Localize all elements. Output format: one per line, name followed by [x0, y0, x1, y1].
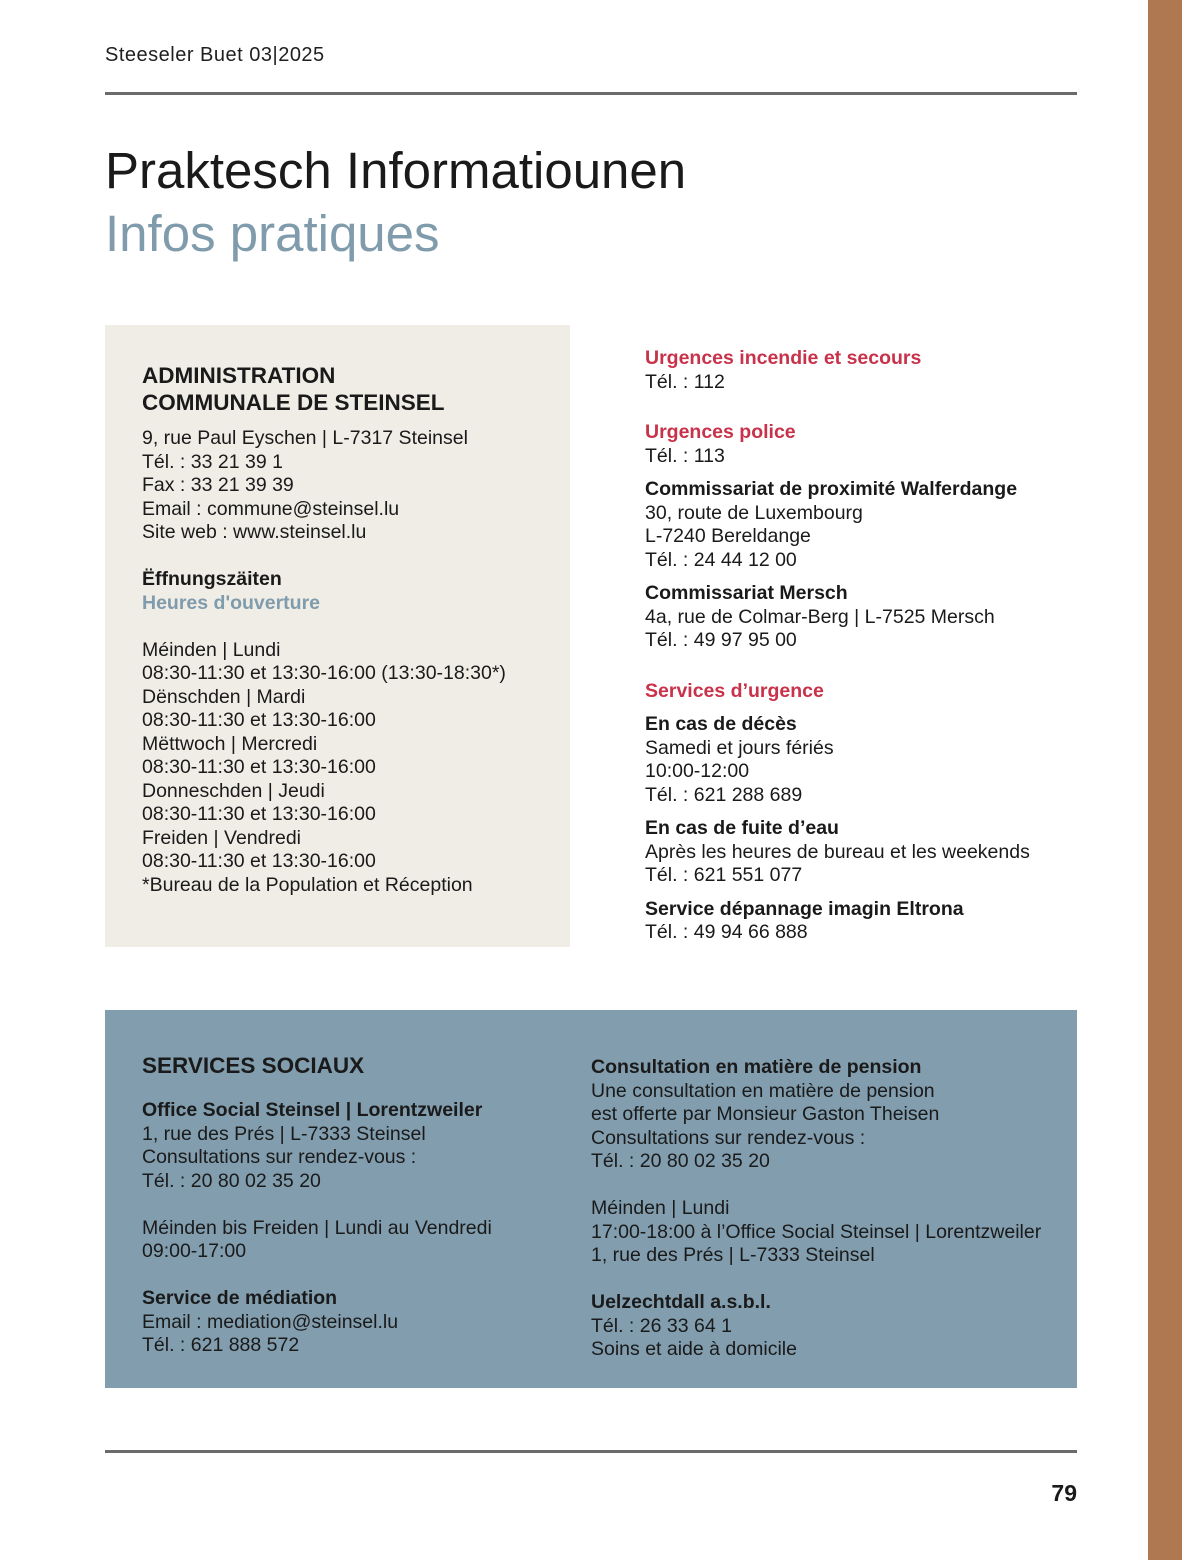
fuite-name: En cas de fuite d’eau — [645, 817, 839, 839]
hours-line: Donneschden | Jeudi — [142, 779, 325, 802]
mediation-email: Email : mediation@steinsel.lu — [142, 1310, 399, 1333]
social-left-column — [142, 1052, 562, 1358]
fuite-tel: Tél. : 621 551 077 — [645, 864, 803, 886]
fuite-line1: Après les heures de bureau et les weekends — [645, 840, 1030, 863]
pension-address: 1, rue des Prés | L-7333 Steinsel — [591, 1244, 875, 1266]
admin-website: Site web : www.steinsel.lu — [142, 521, 367, 543]
walferdange-line1: 30, route de Luxembourg — [645, 501, 863, 524]
office-hours: 09:00-17:00 — [142, 1240, 247, 1262]
fire-block — [645, 347, 1145, 394]
mersch-tel: Tél. : 49 97 95 00 — [645, 629, 797, 651]
hours-line: Méinden | Lundi — [142, 638, 281, 661]
mersch-line1: 4a, rue de Colmar-Berg | L-7525 Mersch — [645, 605, 995, 628]
uelzechtdall-name: Uelzechtdall a.s.b.l. — [591, 1291, 771, 1313]
office-tel: Tél. : 20 80 02 35 20 — [142, 1169, 321, 1192]
side-accent-bar — [1148, 0, 1182, 1560]
hours-line: 08:30-11:30 et 13:30-16:00 — [142, 803, 376, 825]
uelzechtdall-line1: Soins et aide à domicile — [591, 1338, 797, 1360]
social-services-box — [105, 1010, 1077, 1388]
mediation-tel: Tél. : 621 888 572 — [142, 1334, 300, 1356]
admin-address: 9, rue Paul Eyschen | L-7317 Steinsel — [142, 427, 468, 449]
social-heading: SERVICES SOCIAUX — [142, 1053, 365, 1078]
administration-heading — [142, 362, 560, 416]
walferdange-name: Commissariat de proximité Walferdange — [645, 478, 1018, 500]
spacer — [142, 615, 560, 639]
opening-hours-list — [142, 639, 560, 898]
administration-heading-line2: COMMUNALE DE STEINSEL — [142, 390, 445, 415]
bottom-divider — [105, 1450, 1077, 1453]
depannage-name: Service dépannage imagin Eltrona — [645, 897, 964, 920]
spacer — [591, 1268, 1071, 1292]
deces-name: En cas de décès — [645, 713, 797, 735]
pension-name: Consultation en matière de pension — [591, 1056, 922, 1078]
publication-header: Steeseler Buet 03|2025 — [105, 44, 325, 66]
social-right-column — [591, 1056, 1071, 1362]
admin-email: Email : commune@steinsel.lu — [142, 497, 400, 520]
mediation-name: Service de médiation — [142, 1287, 338, 1309]
hours-line: Dënschden | Mardi — [142, 685, 306, 708]
spacer — [142, 1264, 562, 1288]
opening-hours-heading-fr: Heures d'ouverture — [142, 591, 321, 614]
spacer — [142, 545, 560, 569]
hours-line: 08:30-11:30 et 13:30-16:00 (13:30-18:30*) — [142, 662, 506, 684]
spacer — [142, 1193, 562, 1217]
hours-line: 08:30-11:30 et 13:30-16:00 — [142, 850, 376, 872]
hours-line: 08:30-11:30 et 13:30-16:00 — [142, 709, 376, 731]
office-name: Office Social Steinsel | Lorentzweiler — [142, 1099, 483, 1121]
depannage-tel: Tél. : 49 94 66 888 — [645, 921, 808, 943]
mersch-name: Commissariat Mersch — [645, 582, 848, 604]
opening-hours-heading-lb: Ëffnungszäiten — [142, 568, 282, 590]
police-heading: Urgences police — [645, 421, 796, 443]
pension-line3: Consultations sur rendez-vous : — [591, 1126, 866, 1149]
walferdange-line2: L-7240 Bereldange — [645, 525, 811, 547]
hours-line: Freiden | Vendredi — [142, 826, 301, 849]
hours-line: 08:30-11:30 et 13:30-16:00 — [142, 756, 376, 778]
hours-footnote: *Bureau de la Population et Réception — [142, 873, 473, 896]
uelzechtdall-tel: Tél. : 26 33 64 1 — [591, 1314, 732, 1337]
administration-heading-line1: ADMINISTRATION — [142, 363, 336, 388]
police-block — [645, 421, 1145, 468]
administration-box — [105, 325, 570, 947]
hours-line: Mëttwoch | Mercredi — [142, 732, 318, 755]
admin-fax: Fax : 33 21 39 39 — [142, 474, 294, 496]
spacer — [591, 1174, 1071, 1198]
pension-day: Méinden | Lundi — [591, 1197, 730, 1219]
walferdange-tel: Tél. : 24 44 12 00 — [645, 548, 797, 571]
fuite-block — [645, 817, 1145, 888]
walferdange-block — [645, 478, 1145, 572]
admin-tel: Tél. : 33 21 39 1 — [142, 450, 283, 473]
office-days: Méinden bis Freiden | Lundi au Vendredi — [142, 1216, 492, 1239]
administration-content — [142, 362, 560, 897]
office-line2: Consultations sur rendez-vous : — [142, 1146, 417, 1168]
top-divider — [105, 92, 1077, 95]
pension-time-place: 17:00-18:00 à l’Office Social Steinsel | Lorentzweiler — [591, 1220, 1042, 1243]
deces-block — [645, 713, 1145, 807]
page-title-luxembourgish: Praktesch Informatiounen — [105, 142, 687, 199]
emergency-column — [645, 347, 1145, 955]
page-number: 79 — [1051, 1480, 1077, 1506]
fire-tel: Tél. : 112 — [645, 370, 725, 393]
fire-heading: Urgences incendie et secours — [645, 347, 922, 369]
page-title-french: Infos pratiques — [105, 205, 440, 262]
pension-tel: Tél. : 20 80 02 35 20 — [591, 1150, 770, 1172]
services-heading: Services d’urgence — [645, 679, 824, 702]
pension-line1: Une consultation en matière de pension — [591, 1079, 935, 1102]
depannage-block — [645, 898, 1145, 945]
pension-line2: est offerte par Monsieur Gaston Theisen — [591, 1103, 940, 1125]
office-line1: 1, rue des Prés | L-7333 Steinsel — [142, 1122, 426, 1145]
police-tel: Tél. : 113 — [645, 444, 725, 467]
mersch-block — [645, 582, 1145, 653]
deces-tel: Tél. : 621 288 689 — [645, 783, 803, 806]
deces-line2: 10:00-12:00 — [645, 760, 750, 782]
deces-line1: Samedi et jours fériés — [645, 736, 834, 759]
